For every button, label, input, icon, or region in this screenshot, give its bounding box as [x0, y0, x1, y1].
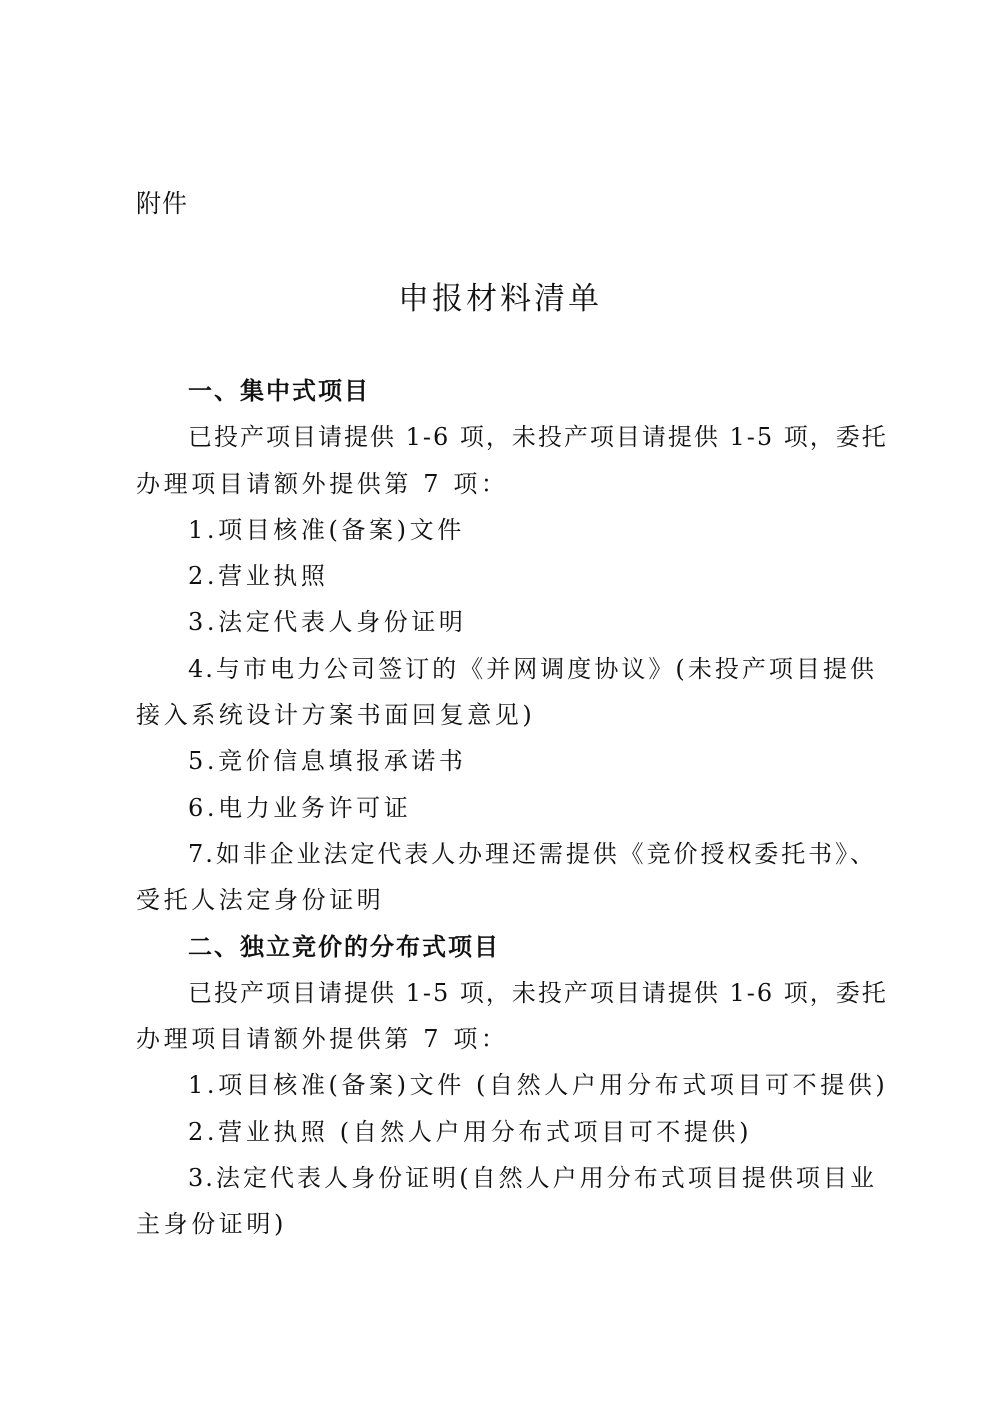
- list-item: 2.营业执照: [188, 562, 329, 591]
- list-item: 7.如非企业法定代表人办理还需提供《竞价授权委托书》、: [188, 839, 876, 868]
- list-item: 1.项目核准(备案)文件 (自然人户用分布式项目可不提供): [188, 1071, 889, 1100]
- list-item-continuation: 主身份证明): [136, 1210, 287, 1239]
- list-item: 3.法定代表人身份证明: [188, 608, 467, 637]
- list-item: 6.电力业务许可证: [188, 793, 412, 822]
- section-heading: 二、独立竞价的分布式项目: [188, 932, 500, 961]
- list-item: 5.竞价信息填报承诺书: [188, 747, 467, 776]
- list-item-continuation: 受托人法定身份证明: [136, 886, 385, 915]
- list-item-continuation: 接入系统设计方案书面回复意见): [136, 701, 536, 730]
- document-title: 申报材料清单: [398, 281, 602, 317]
- section-intro-line: 办理项目请额外提供第 7 项：: [136, 1025, 509, 1054]
- section-intro-line: 已投产项目请提供 1-6 项，未投产项目请提供 1-5 项，委托: [188, 423, 888, 452]
- list-item: 3.法定代表人身份证明(自然人户用分布式项目提供项目业: [188, 1164, 876, 1193]
- section-heading: 一、集中式项目: [188, 377, 370, 405]
- attachment-label: 附件: [136, 189, 189, 218]
- list-item: 1.项目核准(备案)文件: [188, 515, 465, 544]
- document-body: [136, 368, 889, 1248]
- section-intro-line: 已投产项目请提供 1-5 项，未投产项目请提供 1-6 项，委托: [188, 978, 888, 1007]
- list-item: 2.营业执照 (自然人户用分布式项目可不提供): [188, 1117, 753, 1146]
- list-item: 4.与市电力公司签订的《并网调度协议》(未投产项目提供: [188, 654, 876, 683]
- section-intro-line: 办理项目请额外提供第 7 项：: [136, 469, 509, 498]
